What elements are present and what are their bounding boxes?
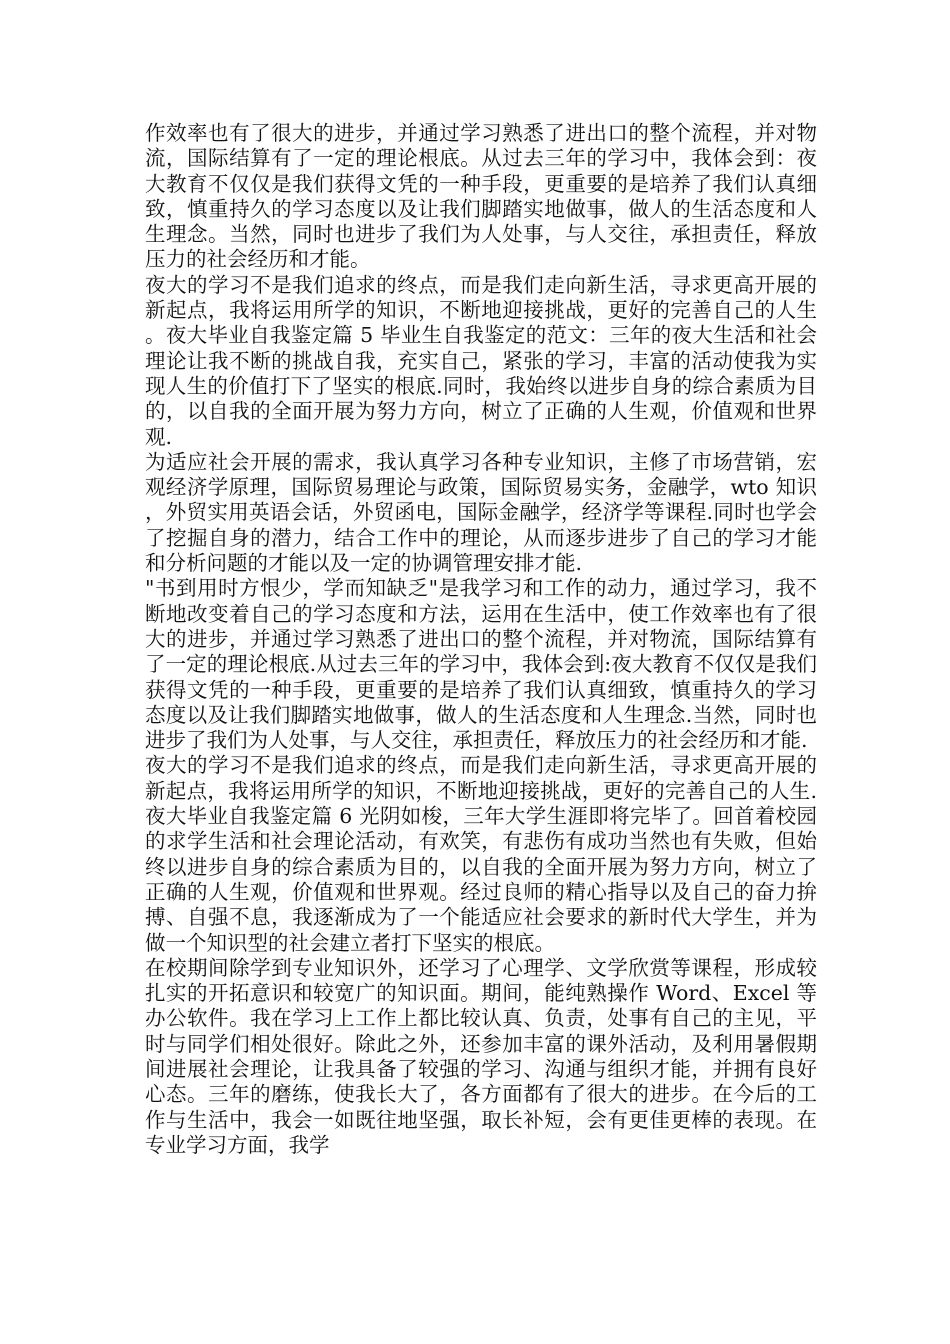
paragraph-4: "书到用时方恨少，学而知缺乏"是我学习和工作的动力，通过学习，我不断地改变着自己的学习态度和方法，运用在生活中，使工作效率也有了很大的进步，并通过学习熟悉了进出口的整个流程，并对物流，国际结算有了一定的理论根底.从过去三年的学习中，我体会到:夜大教育不仅仅是我们获得文凭的一种手段，更重要的是培养了我们认真细致，慎重持久的学习态度以及让我们脚踏实地做事，做人的生活态度和人生理念.当然，同时也进步了我们为人处事，与人交往，承担责任，释放压力的社会经历和才能. — [145, 576, 817, 753]
paragraph-2: 夜大的学习不是我们追求的终点，而是我们走向新生活，寻求更高开展的新起点，我将运用所学的知识，不断地迎接挑战，更好的完善自己的人生。夜大毕业自我鉴定篇 5 毕业生自我鉴定的范文：三年的夜大生活和社会理论让我不断的挑战自我，充实自己，紧张的学习，丰富的活动使我为实现人生的价值打下了坚实的根底.同时，我始终以进步自身的综合素质为目的，以自我的全面开展为努力方向，树立了正确的人生观，价值观和世界观. — [145, 272, 817, 449]
paragraph-5: 夜大的学习不是我们追求的终点，而是我们走向新生活，寻求更高开展的新起点，我将运用所学的知识，不断地迎接挑战，更好的完善自己的人生.夜大毕业自我鉴定篇 6 光阴如梭，三年大学生涯即将完毕了。回首着校园的求学生活和社会理论活动，有欢笑，有悲伤有成功当然也有失败，但始终以进步自身的综合素质为目的，以自我的全面开展为努力方向，树立了正确的人生观，价值观和世界观。经过良师的精心指导以及自己的奋力拚搏、自强不息，我逐渐成为了一个能适应社会要求的新时代大学生，并为做一个知识型的社会建立者打下坚实的根底。 — [145, 753, 817, 955]
paragraph-6: 在校期间除学到专业知识外，还学习了心理学、文学欣赏等课程，形成较扎实的开拓意识和较宽广的知识面。期间，能纯熟操作 Word、Excel 等办公软件。我在学习上工作上都比较认真、负责，处事有自己的主见，平时与同学们相处很好。除此之外，还参加丰富的课外活动，及利用暑假期间进展社会理论，让我具备了较强的学习、沟通与组织才能，并拥有良好心态。三年的磨练，使我长大了，各方面都有了很大的进步。在今后的工作与生活中，我会一如既往地坚强，取长补短，会有更佳更棒的表现。在专业学习方面，我学 — [145, 955, 817, 1157]
paragraph-3: 为适应社会开展的需求，我认真学习各种专业知识，主修了市场营销，宏观经济学原理，国际贸易理论与政策，国际贸易实务，金融学，wto 知识，外贸实用英语会话，外贸函电，国际金融学，经济学等课程.同时也学会了挖掘自身的潜力，结合工作中的理论，从而逐步进步了自己的学习才能和分析问题的才能以及一定的协调管理安排才能. — [145, 449, 817, 576]
paragraph-1: 作效率也有了很大的进步，并通过学习熟悉了进出口的整个流程，并对物流，国际结算有了一定的理论根底。从过去三年的学习中，我体会到：夜大教育不仅仅是我们获得文凭的一种手段，更重要的是培养了我们认真细致，慎重持久的学习态度以及让我们脚踏实地做事，做人的生活态度和人生理念。当然，同时也进步了我们为人处事，与人交往，承担责任，释放压力的社会经历和才能。 — [145, 121, 817, 272]
document-body — [145, 121, 817, 1158]
